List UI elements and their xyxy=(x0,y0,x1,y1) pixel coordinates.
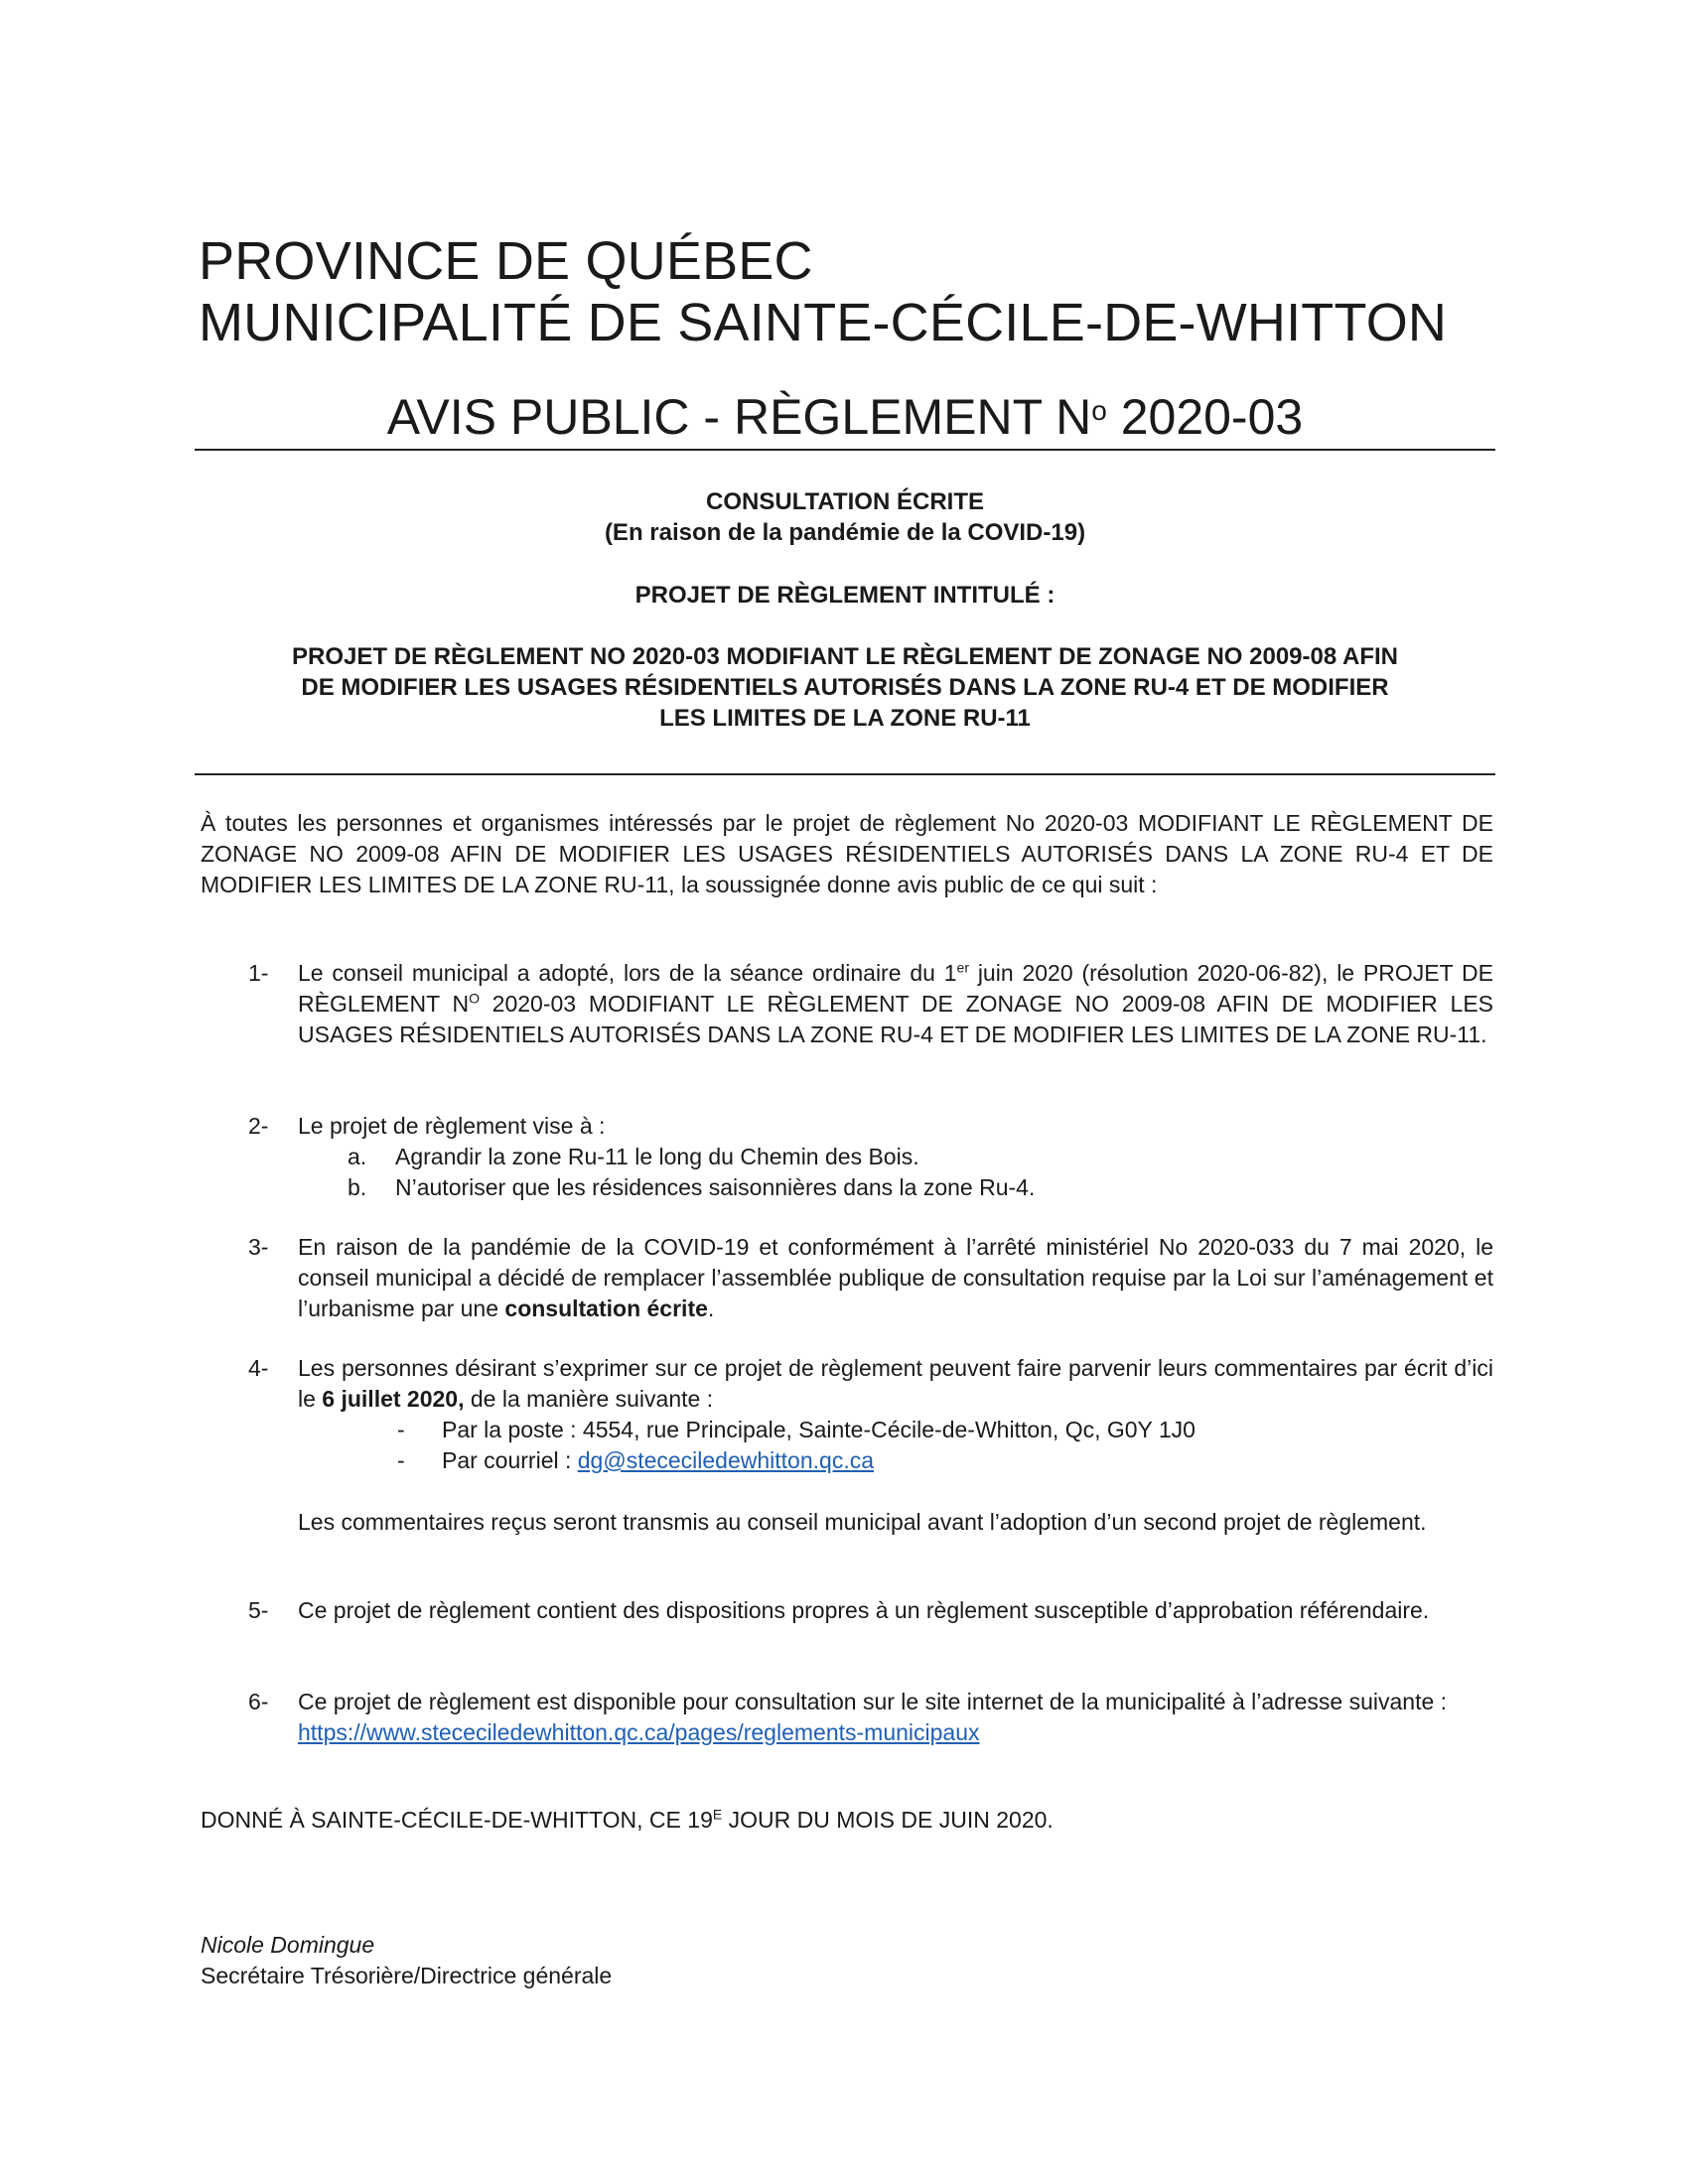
project-title xyxy=(195,641,1495,734)
item-text: Ce projet de règlement contient des dispositions propres à un règlement susceptible d’approbation référendaire. xyxy=(298,1597,1430,1623)
email-line xyxy=(442,1445,874,1476)
item-text-part: 2020-03 MODIFIANT LE RÈGLEMENT DE ZONAGE NO 2009-08 AFIN DE MODIFIER LES USAGES RÉSIDENTIELS AUTORISÉS DANS LA ZONE RU-4 ET DE MODIFIER LES LIMITES DE LA ZONE RU-11. xyxy=(298,991,1493,1047)
sub-list-item xyxy=(348,1172,1543,1203)
item-number: 3- xyxy=(248,1234,269,1260)
item-emphasis: consultation écrite xyxy=(504,1296,708,1321)
item-number: 4- xyxy=(248,1355,269,1381)
notice-title-prefix: AVIS PUBLIC - RÈGLEMENT N xyxy=(386,389,1092,445)
item-text-part: de la manière suivante : xyxy=(464,1386,714,1412)
project-title-line: DE MODIFIER LES USAGES RÉSIDENTIELS AUTORISÉS DANS LA ZONE RU-4 ET DE MODIFIER xyxy=(301,674,1389,701)
sub-item-label: b. xyxy=(348,1174,367,1200)
item-text xyxy=(298,1232,1493,1324)
municipality-heading: MUNICIPALITÉ DE SAINTE-CÉCILE-DE-WHITTON xyxy=(199,293,1448,352)
intro-paragraph: À toutes les personnes et organismes intéressés par le projet de règlement No 2020-03 MODIFIANT LE RÈGLEMENT DE ZONAGE NO 2009-08 AFIN DE MODIFIER LES USAGES RÉSIDENTIELS AUTORISÉS DANS LA ZONE RU-4 ET DE MODIFIER LES LIMITES DE LA ZONE RU-11, la soussignée donne avis public de ce qui suit : xyxy=(201,810,1493,897)
email-link[interactable]: dg@stececiledewhitton.qc.ca xyxy=(577,1447,875,1473)
item-text xyxy=(298,1111,1493,1203)
province-heading: PROVINCE DE QUÉBEC xyxy=(199,231,813,291)
signatory-title: Secrétaire Trésorière/Directrice générale xyxy=(201,1963,613,1988)
item-number: 6- xyxy=(248,1689,269,1714)
bottom-divider xyxy=(195,773,1495,775)
comments-note: Les commentaires reçus seront transmis au conseil municipal avant l’adoption d’un second projet de règlement. xyxy=(298,1509,1427,1535)
ordinal-superscript: er xyxy=(956,959,969,976)
item-number: 1- xyxy=(248,960,269,986)
number-superscript: O xyxy=(469,990,480,1007)
consultation-heading xyxy=(195,486,1495,548)
project-title-line: LES LIMITES DE LA ZONE RU-11 xyxy=(659,705,1031,732)
delivery-method-email xyxy=(397,1445,1593,1476)
item-emphasis: 6 juillet 2020, xyxy=(322,1386,465,1412)
top-divider xyxy=(195,449,1495,451)
given-text-part: JOUR DU MOIS DE JUIN 2020. xyxy=(722,1807,1054,1833)
delivery-method-mail xyxy=(397,1415,1593,1445)
signatory-name: Nicole Domingue xyxy=(201,1932,375,1958)
notice-number: 2020-03 xyxy=(1106,389,1304,445)
project-title-line: PROJET DE RÈGLEMENT NO 2020-03 MODIFIANT LE RÈGLEMENT DE ZONAGE NO 2009-08 AFIN xyxy=(292,643,1398,670)
sub-list-item xyxy=(348,1142,1543,1172)
item-number: 2- xyxy=(248,1113,269,1139)
consultation-title: CONSULTATION ÉCRITE xyxy=(706,488,984,515)
sub-item-label: a. xyxy=(348,1144,367,1169)
item-text-part: Les personnes désirant s’exprimer sur ce projet de règlement peuvent faire parvenir leurs commentaires par écrit d’ici le xyxy=(298,1355,1493,1412)
item-text-part: Le projet de règlement vise à : xyxy=(298,1113,606,1139)
item-text-part: En raison de la pandémie de la COVID-19 et conformément à l’arrêté ministériel No 2020-033 du 7 mai 2020, le conseil municipal a décidé de remplacer l’assemblée publique de consultation requise par la Loi sur l’aménagement et l’urbanisme par une xyxy=(298,1234,1493,1321)
item-text-part: juin 2020 (résolution 2020-06-82), le PROJET DE RÈGLEMENT N xyxy=(298,960,1494,1017)
dash-bullet: - xyxy=(397,1447,405,1473)
notice-number-mark: o xyxy=(1091,395,1107,426)
sub-item-text: N’autoriser que les résidences saisonnières dans la zone Ru-4. xyxy=(395,1174,1036,1200)
project-intitule-heading: PROJET DE RÈGLEMENT INTITULÉ : xyxy=(634,582,1055,609)
sub-item-text: Agrandir la zone Ru-11 le long du Chemin des Bois. xyxy=(395,1144,919,1169)
item-text-part: Ce projet de règlement est disponible pour consultation sur le site internet de la municipalité à l’adresse suivante : xyxy=(298,1689,1448,1714)
dash-bullet: - xyxy=(397,1417,405,1442)
item-text-part: Le conseil municipal a adopté, lors de la séance ordinaire du 1 xyxy=(298,960,957,986)
item-text xyxy=(298,1687,1493,1748)
given-at-statement xyxy=(201,1805,1054,1836)
consultation-subtitle: (En raison de la pandémie de la COVID-19) xyxy=(604,519,1086,546)
mail-address: Par la poste : 4554, rue Principale, Sainte-Cécile-de-Whitton, Qc, G0Y 1J0 xyxy=(442,1417,1196,1442)
item-text-part: . xyxy=(707,1296,715,1321)
given-text-part: DONNÉ À SAINTE-CÉCILE-DE-WHITTON, CE 19 xyxy=(201,1807,713,1833)
item-number: 5- xyxy=(248,1597,269,1623)
item-text xyxy=(298,1353,1493,1538)
ordinal-superscript: E xyxy=(712,1806,723,1823)
email-label: Par courriel : xyxy=(442,1447,578,1473)
item-text xyxy=(298,958,1493,1050)
regulations-url-link[interactable]: https://www.stececiledewhitton.qc.ca/pages/reglements-municipaux xyxy=(298,1719,980,1745)
item-text-block xyxy=(298,1353,1493,1415)
notice-title xyxy=(195,387,1495,447)
